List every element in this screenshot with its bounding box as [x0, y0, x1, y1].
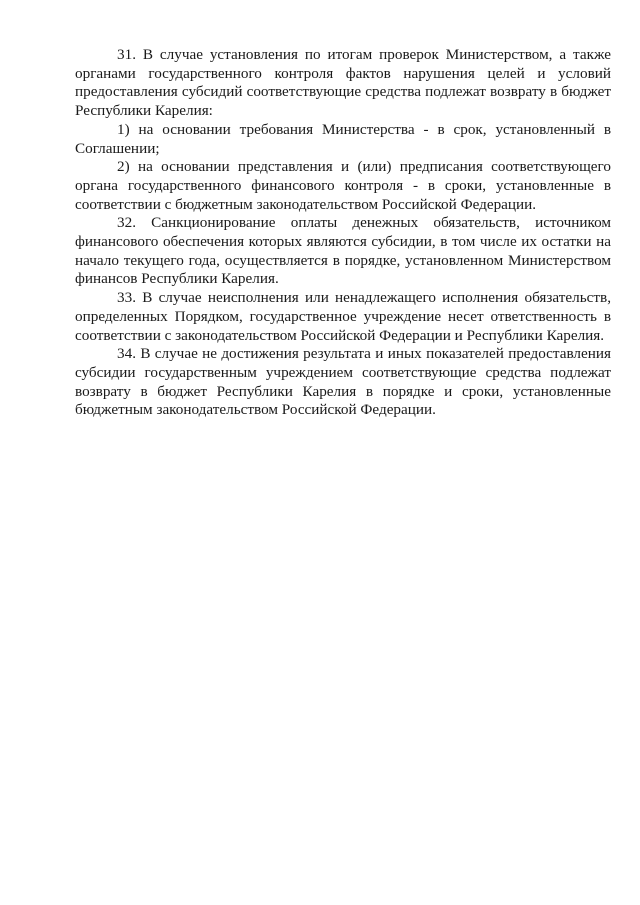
paragraph-34: 34. В случае не достижения результата и иных показателей предоставления субсидии государственным учреждением соответствующие средства подлежат возврату в бюджет Республики Карелия в порядке и сроки, установленные бюджетным законодательством Российской Федерации. [75, 345, 611, 419]
paragraph-33: 33. В случае неисполнения или ненадлежащего исполнения обязательств, определенных Порядком, государственное учреждение несет ответственность в соответствии с законодательством Российской Федерации и Республики Карелия. [75, 289, 611, 344]
paragraph-31-item-2: 2) на основании представления и (или) предписания соответствующего органа государственного финансового контроля - в сроки, установленные в соответствии с бюджетным законодательством Российской Федерации. [75, 158, 611, 213]
paragraph-31: 31. В случае установления по итогам проверок Министерством, а также органами государственного контроля фактов нарушения целей и условий предоставления субсидий соответствующие средства подлежат возврату в бюджет Республики Карелия: [75, 46, 611, 120]
paragraph-32: 32. Санкционирование оплаты денежных обязательств, источником финансового обеспечения которых являются субсидии, в том числе их остатки на начало текущего года, осуществляется в порядке, установленном Министерством финансов Республики Карелия. [75, 214, 611, 288]
paragraph-31-item-1: 1) на основании требования Министерства - в срок, установленный в Соглашении; [75, 120, 611, 157]
document-body [75, 46, 611, 420]
